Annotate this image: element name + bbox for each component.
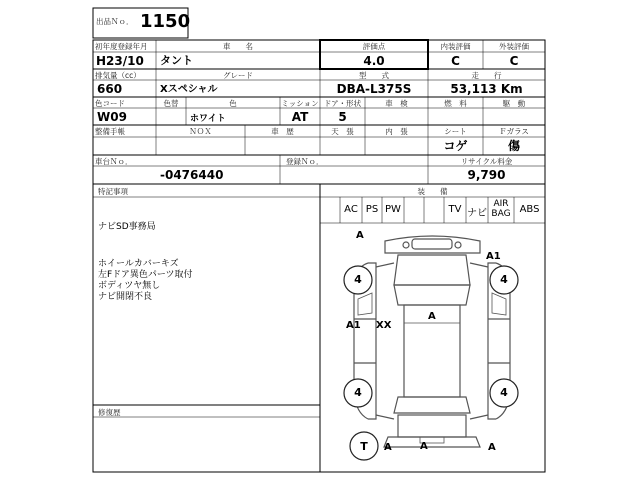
mark-front: A [356, 230, 364, 241]
score-label: 評価点 [362, 42, 386, 51]
sunroof-label: 天 張 [331, 127, 354, 136]
doors-label: ドア・形状 [323, 99, 362, 108]
recycle-value: 9,790 [467, 168, 506, 182]
note-line: ボディツヤ無し [98, 281, 161, 291]
seat-label: シート [444, 127, 467, 136]
lot-label: 出品Ｎｏ． [96, 17, 134, 26]
chassis-value: -0476440 [160, 168, 224, 182]
car-name-value: タント [160, 54, 193, 67]
equipment-pw: PW [385, 204, 401, 215]
equipment-navi: ナビ [467, 208, 487, 219]
mark-right-front: A1 [486, 251, 501, 262]
tire-spare: T [360, 440, 368, 453]
mileage-label: 走 行 [471, 71, 502, 80]
tire-rear-right: 4 [500, 386, 508, 399]
note-line: ナビSD事務局 [98, 222, 156, 232]
year-label: 初年度登録年月 [95, 42, 148, 51]
interior-label: 内装評価 [440, 42, 471, 51]
chassis-label: 車台Ｎｏ． [95, 157, 133, 166]
seat-value: コゲ [443, 139, 468, 153]
model-value: DBA-L375S [336, 82, 412, 96]
inspection-label: 車 検 [385, 99, 408, 108]
glass-value: 傷 [507, 139, 520, 153]
doors-value: 5 [338, 110, 347, 124]
glass-label: Ｆガラス [499, 127, 529, 136]
color-label: 色 [229, 99, 237, 108]
mark-roof: A [428, 311, 436, 322]
transmission-value: AT [291, 110, 309, 124]
equipment-ps: PS [365, 204, 379, 215]
year-value: H23/10 [96, 54, 144, 68]
registration-label: 登録Ｎｏ． [286, 157, 324, 166]
mark-rear: A [420, 441, 428, 452]
tire-front-right: 4 [500, 273, 508, 286]
drive-label: 駆 動 [502, 99, 526, 108]
tire-rear-left: 4 [354, 386, 362, 399]
note-line: ナビ開閉不良 [98, 292, 153, 302]
mark-bottom-left: A [384, 442, 392, 453]
mark-left-mid: A1 [346, 320, 361, 331]
equipment-ac: AC [344, 204, 358, 215]
repair-label: 修復歴 [98, 408, 121, 417]
color-value: ホワイト [190, 114, 226, 124]
score-value: 4.0 [363, 54, 385, 68]
mark-bottom-right: A [488, 442, 496, 453]
grade-value: Xスペシャル [160, 84, 218, 95]
color-change-label: 色替 [163, 99, 179, 108]
color-code-value: W09 [97, 110, 127, 124]
exterior-label: 外装評価 [499, 42, 529, 51]
car-diagram [320, 223, 545, 472]
transmission-label: ミッション [281, 99, 319, 108]
manual-label: 整備手帳 [95, 127, 125, 136]
displacement-label: 排気量（cc） [95, 71, 141, 80]
history-label: 車 歴 [271, 127, 294, 136]
equipment-airbag: AIR BAG [491, 199, 511, 219]
model-label: 型 式 [359, 71, 389, 80]
nox-label: ＮＯＸ [189, 127, 212, 136]
mark-left-mid-xx: XX [376, 320, 392, 331]
interior-roof-label: 内 張 [385, 127, 408, 136]
car-name-label: 車 名 [223, 42, 253, 51]
tire-front-left: 4 [354, 273, 362, 286]
fuel-label: 燃 料 [444, 99, 467, 108]
recycle-label: リサイクル料金 [460, 157, 513, 166]
grade-label: グレード [223, 71, 253, 80]
displacement-value: 660 [97, 82, 123, 96]
color-code-label: 色コード [95, 99, 125, 108]
equipment-label: 装 備 [417, 187, 448, 196]
note-line: 左Fドア異色パーツ取付 [98, 270, 193, 280]
lot-number: 1150 [140, 11, 191, 32]
equipment-abs: ABS [519, 204, 540, 215]
mileage-value: 53,113 Km [450, 82, 523, 96]
equipment-tv: TV [448, 204, 462, 215]
interior-value: C [451, 54, 460, 68]
exterior-value: C [509, 54, 519, 68]
notes-label: 特記事項 [98, 187, 128, 196]
note-line: ホイールカバーキズ [98, 259, 179, 269]
